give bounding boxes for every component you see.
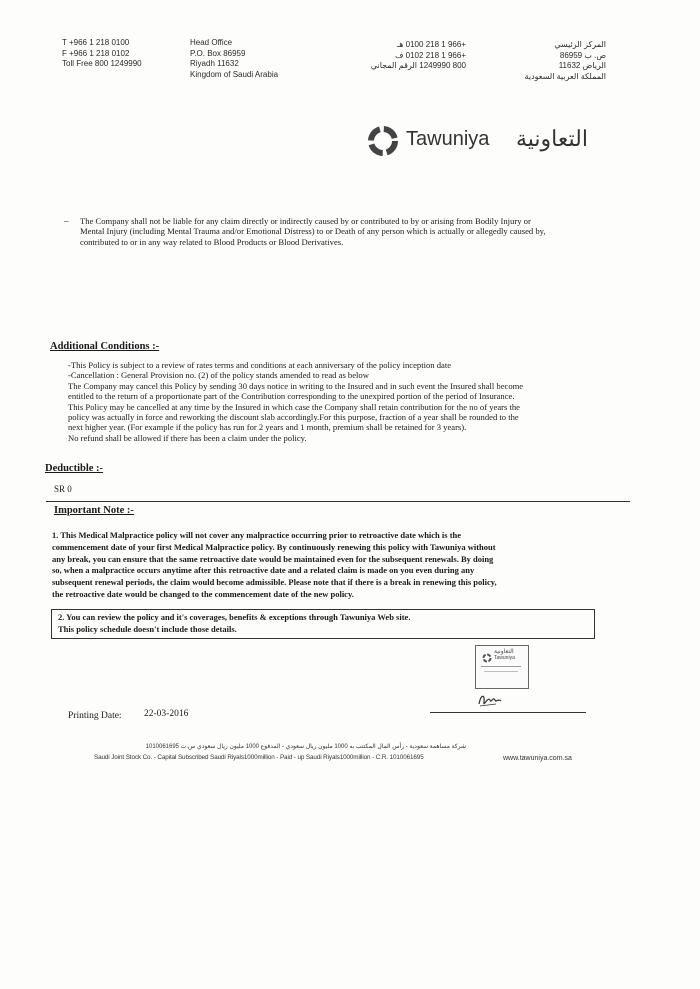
note-line: commencement date of your first Medical Malpractice policy. By continuously renewing this policy with Tawuniya without — [52, 541, 496, 552]
country-arabic-line: المملكة العربية السعودية — [524, 71, 606, 81]
note-line: so, when a malpractice occurs anytime after this retroactive date and a related claim is made on you even during any — [52, 565, 475, 576]
condition-line: next higher year. (For example if the policy has run for 2 years and 1 month, premium shall be retained for 3 years). — [68, 422, 467, 433]
deductible-heading: Deductible :- — [45, 463, 104, 474]
important-note-heading: Important Note :- — [54, 505, 134, 516]
head-office-title: Head Office — [190, 38, 233, 47]
condition-line: -This Policy is subject to a review of rates terms and conditions at each anniversary of the policy inception date — [68, 360, 452, 370]
note-line: 2. You can review the policy and it's coverages, benefits & exceptions through Tawuniya Web site. — [58, 612, 411, 622]
fax-line: F +966 1 218 0102 — [62, 48, 130, 58]
website-link[interactable]: www.tawuniya.com.sa — [503, 755, 572, 762]
contact-phone-block — [62, 38, 142, 70]
brand-name-english: Tawuniya — [406, 128, 490, 150]
phone-arabic-line: +966 1 218 0100 هـ — [396, 40, 466, 49]
exclusion-bullet: – — [64, 216, 69, 226]
tawuniya-logo — [366, 124, 616, 158]
note-line: This policy schedule doesn't include those details. — [58, 623, 237, 634]
company-stamp — [475, 645, 529, 689]
brand-name-arabic: التعاونية — [516, 126, 588, 151]
exclusion-line: contributed to or in any way related to Blood Products or Blood Derivatives. — [80, 236, 344, 247]
country-line: Kingdom of Saudi Arabia — [190, 69, 279, 79]
footer-english-registration: Saudi Joint Stock Co. - Capital Subscribed Saudi Riyals1000million - Paid - up Saudi Riyals1000million - C.R. 1010061695 — [94, 754, 424, 761]
footer-arabic-registration: شركة مساهمة سعودية - رأس المال المكتتب به 1000 مليون ريال سعودي - المدفوع 1000 مليون ريال سعودي س.ت 1010061695 — [145, 744, 466, 750]
toll-free-line: Toll Free 800 1249990 — [62, 59, 142, 68]
exclusion-line: The Company shall not be liable for any claim directly or indirectly caused by or contributed to by or arising from Bodily Injury or — [80, 216, 531, 226]
office-arabic-title: المركز الرئيسي — [554, 40, 606, 49]
condition-line: This Policy may be cancelled at any time by the Insured in which case the Company shall retain contribution for the no of years the — [68, 401, 520, 412]
printing-date-value: 22-03-2016 — [144, 709, 189, 719]
condition-line: entitled to the return of a proportionate part of the Contribution corresponding to the unexpired portion of the period of Insurance. — [68, 391, 515, 402]
exclusion-line: Mental Injury (including Mental Trauma and/or Emotional Distress) to or Death of any person which is actually or allegedly caused by, — [80, 226, 546, 237]
condition-line: The Company may cancel this Policy by sending 30 days notice in writing to the Insured and in such event the Insured shall become — [68, 380, 524, 391]
stamp-brand-english: Tawuniya — [494, 655, 515, 661]
po-box-arabic-line: ص. ب 86959 — [559, 50, 606, 60]
toll-free-arabic-line: 800 1249990 الرقم المجاني — [370, 61, 466, 70]
deductible-value: SR 0 — [54, 484, 72, 494]
stamp-brand-arabic: التعاونية — [494, 649, 514, 655]
contact-arabic-block — [330, 40, 466, 72]
printing-date-label: Printing Date: — [68, 711, 122, 721]
web-review-box — [51, 609, 595, 639]
note-line: the retroactive date would be changed to the commencement date of the new policy. — [52, 588, 354, 599]
city-line: Riyadh 11632 — [190, 59, 239, 68]
exclusion-clause — [80, 216, 640, 247]
note-line: any break, you can ensure that the same retroactive date would be maintained even for the subsequent renewals. By doing — [52, 553, 494, 564]
condition-line: -Cancellation : General Provision no. (2) of the policy stands amended to read as below — [68, 370, 369, 381]
fax-arabic-line: +966 1 218 0102 ف — [395, 50, 466, 60]
additional-conditions-heading: Additional Conditions :- — [50, 341, 160, 352]
condition-line: policy was actually in force and reworking the discount slab accordingly.For this purpose, fraction of a year shall be rounded to the — [68, 412, 519, 423]
signature-line — [430, 712, 586, 713]
head-office-block — [190, 38, 278, 80]
important-note-paragraph-1 — [52, 530, 628, 601]
office-arabic-block — [500, 40, 606, 82]
divider-line — [46, 501, 630, 502]
additional-conditions-text — [68, 360, 628, 443]
phone-line: T +966 1 218 0100 — [62, 38, 130, 47]
note-line: 1. This Medical Malpractice policy will not cover any malpractice occurring prior to retroactive date which is the — [52, 530, 462, 540]
city-arabic-line: الرياض 11632 — [558, 61, 606, 70]
po-box-line: P.O. Box 86959 — [190, 48, 246, 58]
condition-line: No refund shall be allowed if there has been a claim under the policy. — [68, 432, 307, 443]
note-line: subsequent renewal periods, the claim would become admissible. Please note that if there is a break in renewing this policy, — [52, 577, 497, 588]
tawuniya-logo-icon — [366, 124, 400, 158]
